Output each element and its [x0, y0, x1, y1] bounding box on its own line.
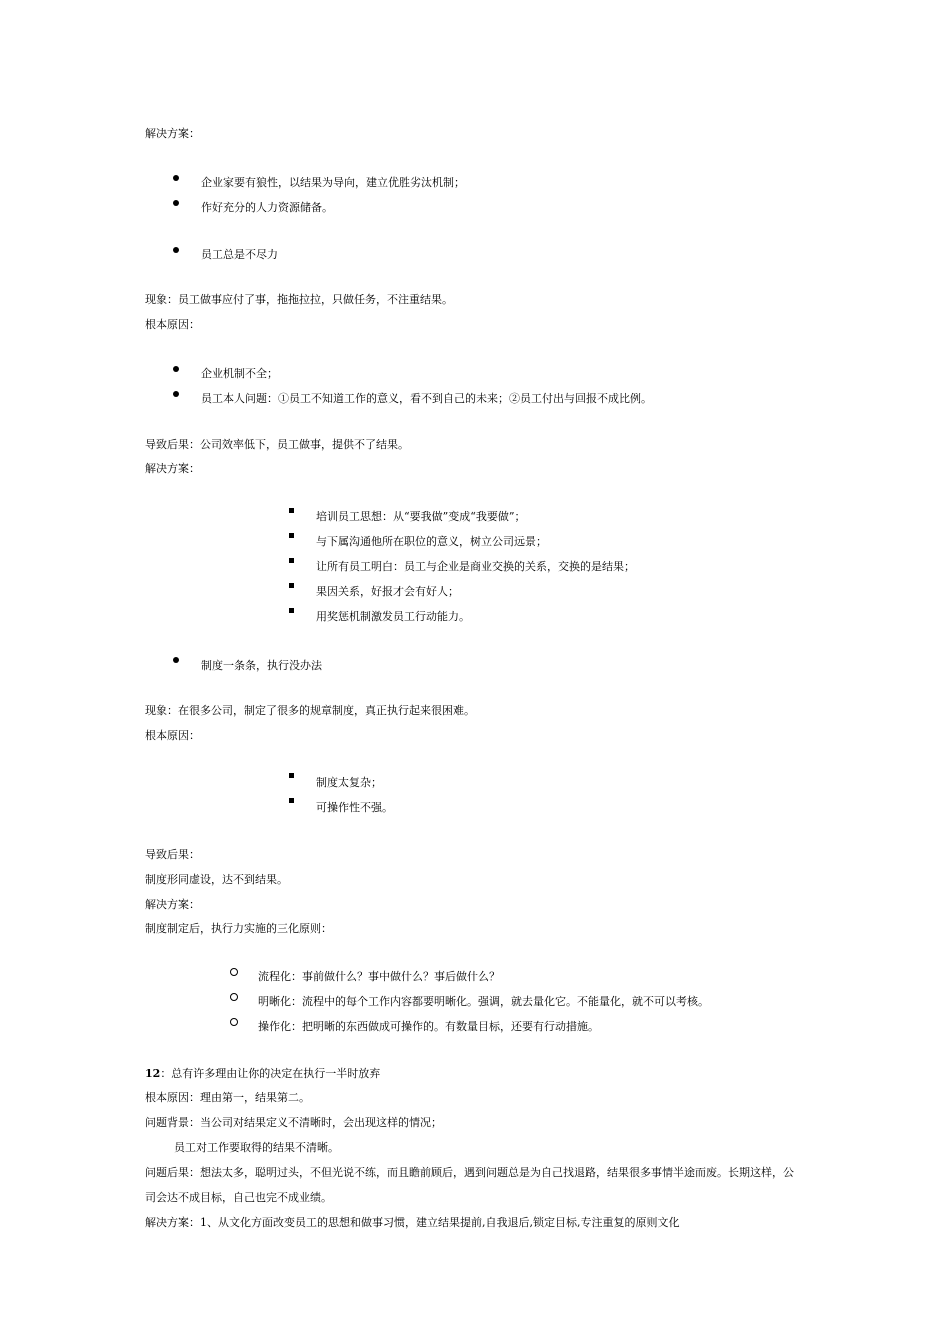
section-number: 12 [145, 1067, 161, 1080]
phenomenon-text: 现象：在很多公司，制定了很多的规章制度，真正执行起来很困难。 [145, 704, 475, 717]
list-item: 操作化：把明晰的东西做成可操作的。有数量目标，还要有行动措施。 [258, 1020, 599, 1033]
cause-text: 根本原因：理由第一，结果第二。 [145, 1091, 310, 1104]
phenomenon-text: 现象：员工做事应付了事，拖拖拉拉，只做任务，不注重结果。 [145, 293, 453, 306]
list-item: 明晰化：流程中的每个工作内容都要明晰化。强调，就去量化它。不能量化，就不可以考核。 [258, 995, 709, 1008]
list-item: 制度太复杂； [316, 776, 382, 789]
list-item: 企业机制不全； [201, 367, 278, 380]
solution-label: 解决方案： [145, 127, 200, 140]
cause-label: 根本原因： [145, 318, 200, 331]
list-item: 员工本人问题：①员工不知道工作的意义，看不到自己的未来；②员工付出与回报不成比例。 [201, 392, 652, 405]
bullet-square-icon [289, 798, 294, 803]
solution-text: 解决方案：1、从文化方面改变员工的思想和做事习惯，建立结果提前,自我退后,锁定目标,专注重复的原则文化 [145, 1216, 680, 1229]
consequence-label: 导致后果： [145, 848, 200, 861]
section-title: ：总有许多理由让你的决定在执行一半时放弃 [160, 1067, 381, 1080]
bullet-dot-icon [173, 200, 179, 206]
bullet-square-icon [289, 558, 294, 563]
consequence-text: 问题后果：想法太多，聪明过头，不但光说不练，而且瞻前顾后，遇到问题总是为自己找退路，结果很多事情半途而废。长期这样，公 [145, 1166, 794, 1179]
bullet-dot-icon [173, 366, 179, 372]
bullet-circle-icon [230, 1018, 238, 1026]
list-item: 让所有员工明白：员工与企业是商业交换的关系，交换的是结果； [316, 560, 635, 573]
bullet-square-icon [289, 583, 294, 588]
consequence-text: 司会达不成目标，自己也完不成业绩。 [145, 1191, 332, 1204]
topic-heading: 制度一条条，执行没办法 [201, 659, 322, 672]
list-item: 果因关系，好报才会有好人； [316, 585, 459, 598]
bullet-circle-icon [230, 993, 238, 1001]
consequence-text: 制度形同虚设，达不到结果。 [145, 873, 288, 886]
bullet-dot-icon [173, 657, 179, 663]
bullet-dot-icon [173, 175, 179, 181]
solution-intro: 制度制定后，执行力实施的三化原则： [145, 922, 332, 935]
list-item: 与下属沟通他所在职位的意义，树立公司远景； [316, 535, 547, 548]
background-detail: 员工对工作要取得的结果不清晰。 [174, 1141, 339, 1154]
list-item: 培训员工思想：从“要我做”变成“我要做”； [316, 510, 526, 523]
list-item: 可操作性不强。 [316, 801, 393, 814]
list-item: 用奖惩机制激发员工行动能力。 [316, 610, 470, 623]
list-item: 企业家要有狼性，以结果为导向，建立优胜劣汰机制； [201, 176, 465, 189]
bullet-square-icon [289, 608, 294, 613]
cause-label: 根本原因： [145, 729, 200, 742]
background-text: 问题背景：当公司对结果定义不清晰时，会出现这样的情况； [145, 1116, 442, 1129]
bullet-square-icon [289, 533, 294, 538]
consequence-text: 导致后果：公司效率低下，员工做事，提供不了结果。 [145, 438, 409, 451]
topic-heading: 员工总是不尽力 [201, 248, 278, 261]
solution-label: 解决方案： [145, 898, 200, 911]
bullet-dot-icon [173, 391, 179, 397]
bullet-circle-icon [230, 968, 238, 976]
section-heading [145, 1067, 380, 1080]
solution-label: 解决方案： [145, 462, 200, 475]
bullet-dot-icon [173, 247, 179, 253]
list-item: 作好充分的人力资源储备。 [201, 201, 333, 214]
bullet-square-icon [289, 508, 294, 513]
list-item: 流程化：事前做什么？事中做什么？事后做什么？ [258, 970, 500, 983]
bullet-square-icon [289, 773, 294, 778]
